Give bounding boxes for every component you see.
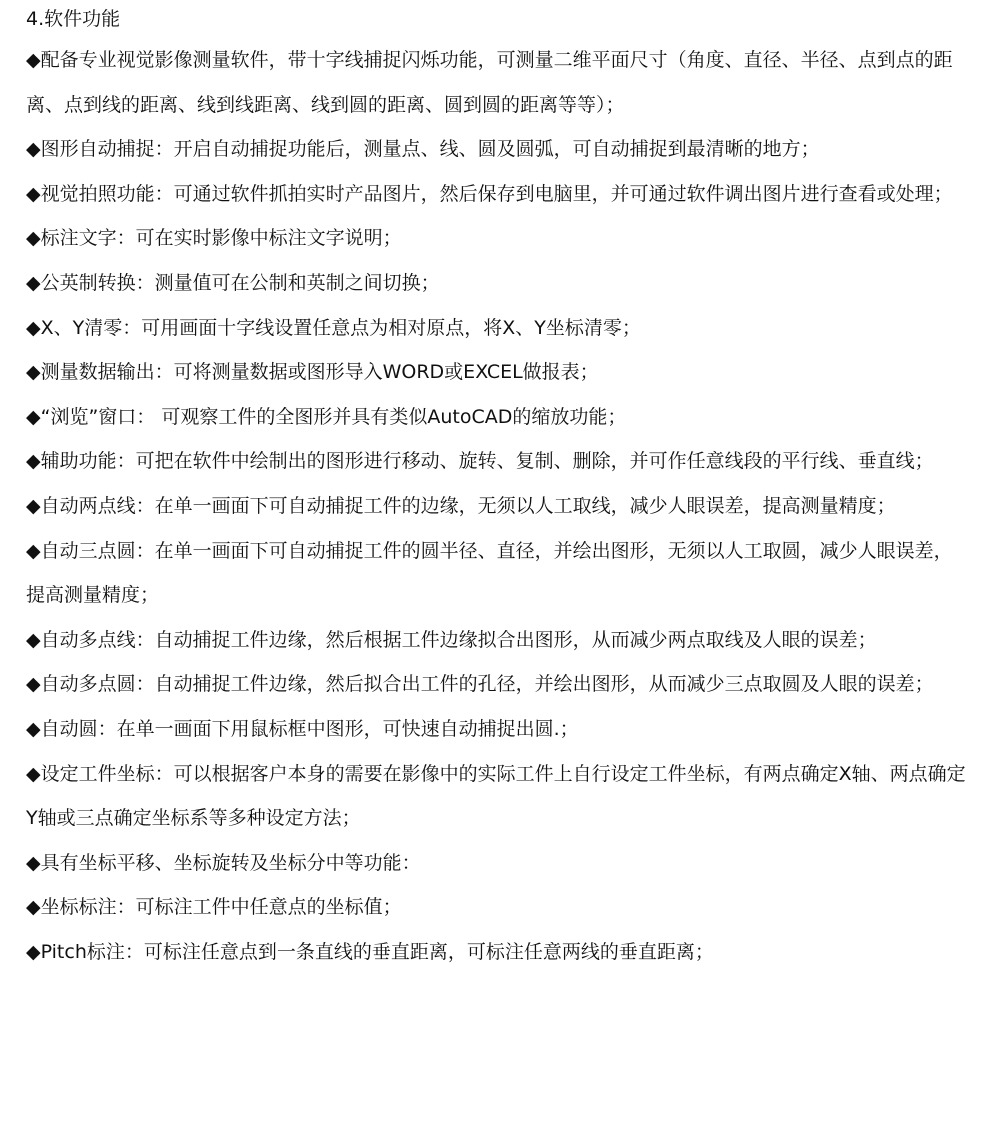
feature-item: ◆X、Y清零：可用画面十字线设置任意点为相对原点，将X、Y坐标清零；	[26, 316, 641, 339]
feature-item: ◆标注文字：可在实时影像中标注文字说明；	[26, 227, 402, 250]
feature-item: ◆测量数据输出：可将测量数据或图形导入WORD或EXCEL做报表；	[26, 361, 599, 384]
feature-item: ◆具有坐标平移、坐标旋转及坐标分中等功能：	[26, 851, 421, 874]
feature-item: ◆自动多点圆：自动捕捉工件边缘，然后拟合出工件的孔径，并绘出图形，从而减少三点取圆及人眼的误差；	[26, 673, 934, 696]
feature-item: ◆辅助功能：可把在软件中绘制出的图形进行移动、旋转、复制、删除，并可作任意线段的平行线、垂直线；	[26, 450, 934, 473]
feature-item: ◆自动多点线：自动捕捉工件边缘，然后根据工件边缘拟合出图形，从而减少两点取线及人眼的误差；	[26, 628, 877, 651]
feature-item: ◆图形自动捕捉：开启自动捕捉功能后，测量点、线、圆及圆弧，可自动捕捉到最清晰的地方；	[26, 138, 820, 161]
feature-item: ◆自动圆：在单一画面下用鼠标框中图形，可快速自动捕捉出圆.；	[26, 717, 579, 740]
feature-item: ◆自动两点线：在单一画面下可自动捕捉工件的边缘，无须以人工取线，减少人眼误差，提高测量精度；	[26, 494, 896, 517]
feature-item: ◆Pitch标注：可标注任意点到一条直线的垂直距离，可标注任意两线的垂直距离；	[26, 940, 714, 963]
feature-list	[26, 38, 970, 974]
feature-item: ◆自动三点圆：在单一画面下可自动捕捉工件的圆半径、直径，并绘出图形，无须以人工取圆，减少人眼误差，提高测量精度；	[26, 539, 953, 607]
feature-item: ◆公英制转换：测量值可在公制和英制之间切换；	[26, 271, 440, 294]
section-title: 4.软件功能	[26, 8, 121, 30]
feature-item: ◆“浏览”窗口： 可观察工件的全图形并具有类似AutoCAD的缩放功能；	[26, 405, 627, 428]
feature-item: ◆视觉拍照功能：可通过软件抓拍实时产品图片，然后保存到电脑里，并可通过软件调出图片进行查看或处理；	[26, 182, 953, 205]
feature-item: ◆配备专业视觉影像测量软件，带十字线捕捉闪烁功能，可测量二维平面尺寸（角度、直径、半径、点到点的距离、点到线的距离、线到线距离、线到圆的距离、圆到圆的距离等等）；	[26, 49, 953, 116]
feature-item: ◆坐标标注：可标注工件中任意点的坐标值；	[26, 896, 402, 919]
feature-item: ◆设定工件坐标：可以根据客户本身的需要在影像中的实际工件上自行设定工件坐标，有两点确定X轴、两点确定Y轴或三点确定坐标系等多种设定方法；	[26, 762, 966, 830]
